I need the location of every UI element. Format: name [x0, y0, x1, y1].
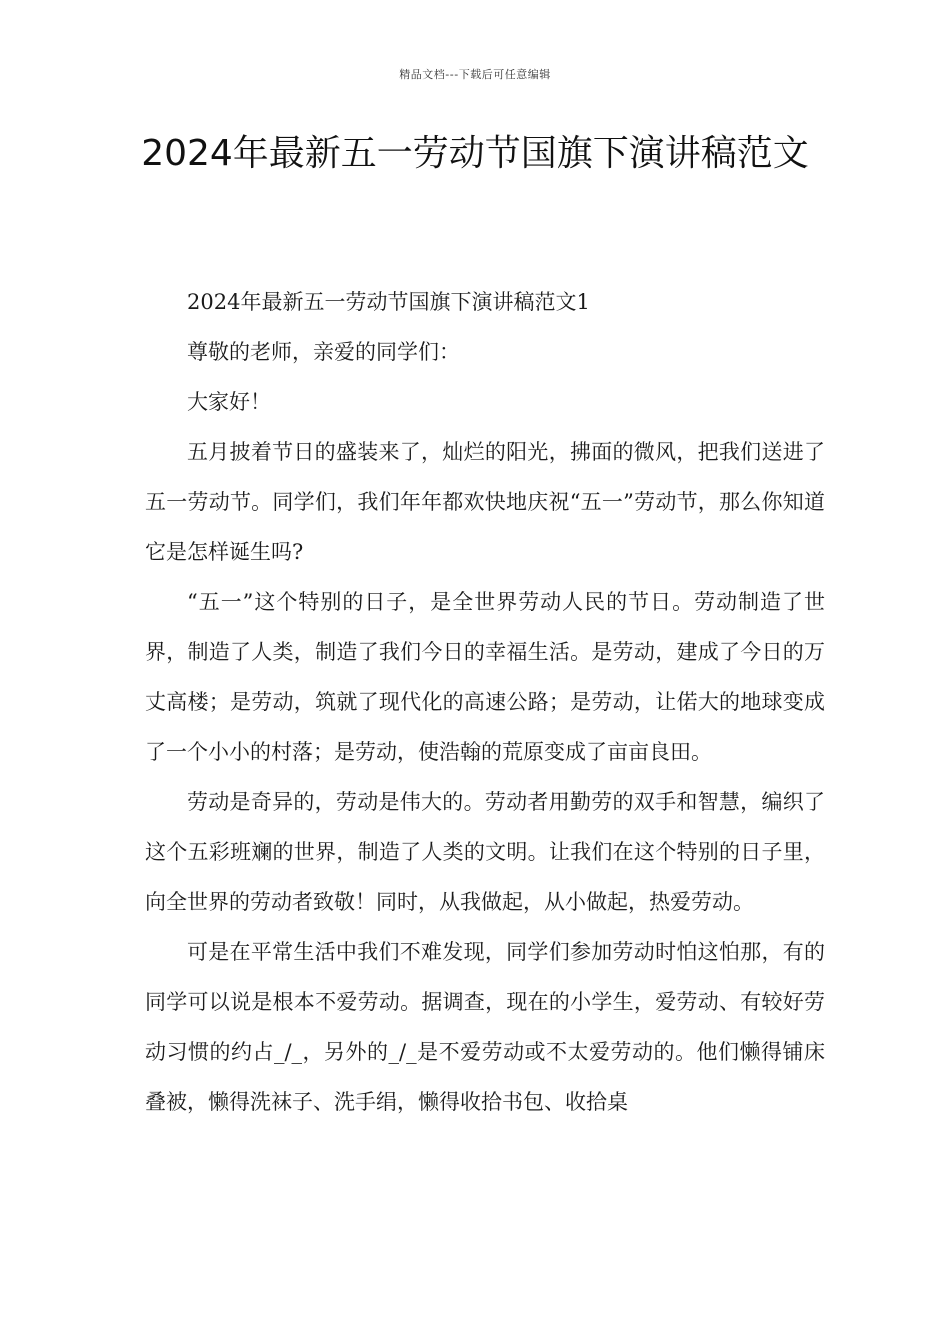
paragraph-salutation: 尊敬的老师，亲爱的同学们： [187, 340, 460, 364]
paragraph: “五一”这个特别的日子，是全世界劳动人民的节日。劳动制造了世界，制造了人类，制造了我们今日的幸福生活。是劳动，建成了今日的万丈高楼；是劳动，筑就了现代化的高速公路；是劳动，让偌大的地球变成了一个小小的村落；是劳动，使浩翰的荒原变成了亩亩良田。 [145, 590, 825, 764]
paragraph: 可是在平常生活中我们不难发现，同学们参加劳动时怕这怕那，有的同学可以说是根本不爱劳动。据调查，现在的小学生，爱劳动、有较好劳动习惯的约占_/_，另外的_/_是不爱劳动或不太爱劳动的。他们懒得铺床叠被，懒得洗袜子、洗手绢，懒得收拾书包、收拾桌 [145, 940, 825, 1114]
page-header-note: 精品文档---下载后可任意编辑 [399, 68, 551, 81]
paragraph: 五月披着节日的盛装来了，灿烂的阳光，拂面的微风，把我们送进了五一劳动节。同学们，我们年年都欢快地庆祝“五一”劳动节，那么你知道它是怎样诞生吗? [145, 440, 825, 564]
paragraph-greeting: 大家好！ [187, 390, 271, 414]
document-body [145, 277, 825, 1127]
paragraph: 劳动是奇异的，劳动是伟大的。劳动者用勤劳的双手和智慧，编织了这个五彩班斓的世界，制造了人类的文明。让我们在这个特别的日子里，向全世界的劳动者致敬！同时，从我做起，从小做起，热爱劳动。 [145, 790, 825, 914]
document-title: 2024年最新五一劳动节国旗下演讲稿范文 [141, 133, 809, 174]
paragraph-subtitle: 2024年最新五一劳动节国旗下演讲稿范文1 [187, 290, 590, 314]
